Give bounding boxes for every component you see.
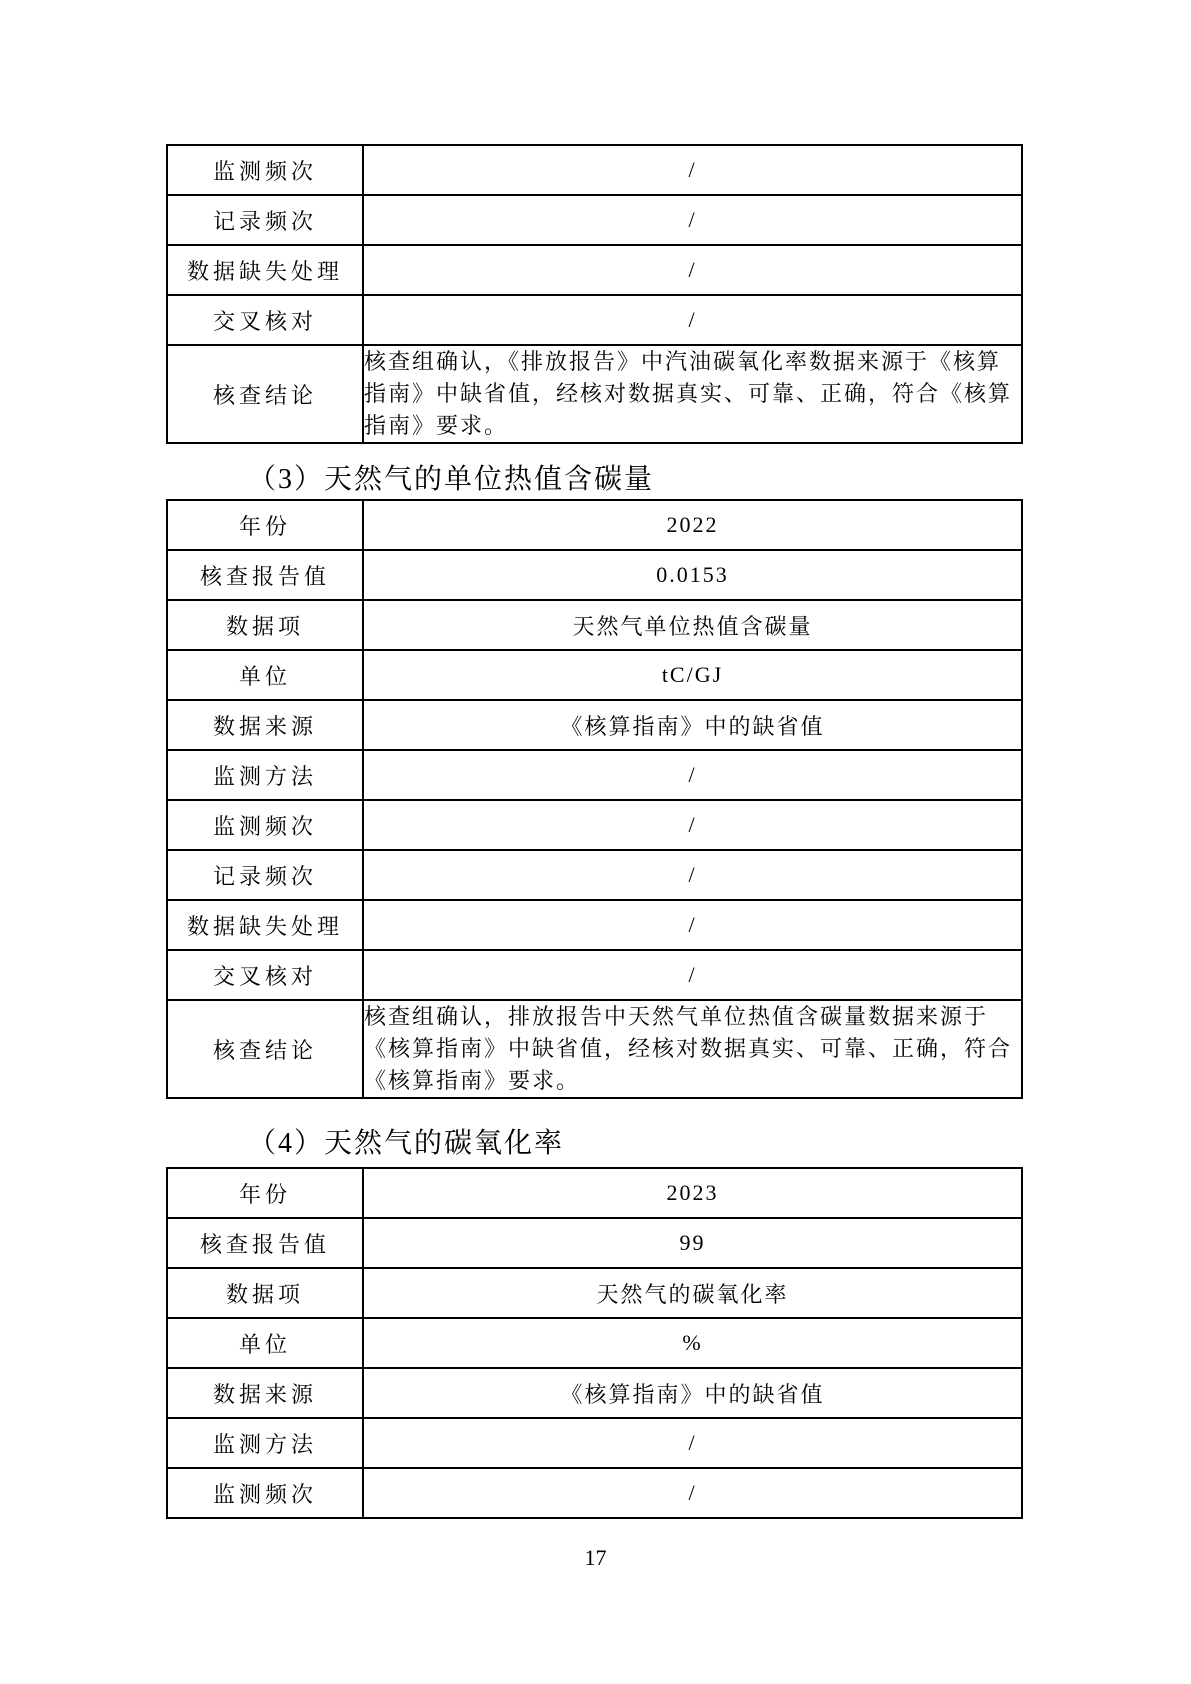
row-value: 99 — [363, 1218, 1022, 1268]
conclusion-line: 指南》中缺省值，经核对数据真实、可靠、正确，符合《核算 — [364, 381, 1013, 406]
row-value: 2023 — [363, 1168, 1022, 1218]
table-row — [167, 600, 1022, 650]
table-row — [167, 145, 1022, 195]
row-label: 监测频次 — [167, 800, 363, 850]
table-row — [167, 1318, 1022, 1368]
verification-table-natural-gas-oxidation-rate — [166, 1167, 1023, 1519]
conclusion-line: 核查组确认，排放报告中天然气单位热值含碳量数据来源于 — [364, 1004, 989, 1029]
row-value: / — [363, 850, 1022, 900]
table-row — [167, 195, 1022, 245]
page-number: 17 — [584, 1545, 607, 1570]
table-row — [167, 1418, 1022, 1468]
table-row — [167, 1468, 1022, 1518]
row-value: 天然气单位热值含碳量 — [363, 600, 1022, 650]
table-row — [167, 1368, 1022, 1418]
table-row — [167, 700, 1022, 750]
conclusion-line: 《核算指南》中缺省值，经核对数据真实、可靠、正确，符合 — [364, 1036, 1013, 1061]
row-label: 数据缺失处理 — [167, 900, 363, 950]
table-row — [167, 245, 1022, 295]
conclusion-text — [363, 1000, 1022, 1098]
row-label: 交叉核对 — [167, 950, 363, 1000]
row-label: 交叉核对 — [167, 295, 363, 345]
table-row-conclusion — [167, 1000, 1022, 1098]
table-row — [167, 750, 1022, 800]
row-value: / — [363, 145, 1022, 195]
row-label: 记录频次 — [167, 195, 363, 245]
row-label: 监测方法 — [167, 750, 363, 800]
row-label: 数据项 — [167, 1268, 363, 1318]
table-row — [167, 650, 1022, 700]
table-row — [167, 850, 1022, 900]
row-value: / — [363, 950, 1022, 1000]
row-value: / — [363, 750, 1022, 800]
table-row — [167, 1218, 1022, 1268]
row-label: 单位 — [167, 1318, 363, 1368]
row-label: 监测频次 — [167, 145, 363, 195]
row-value: / — [363, 295, 1022, 345]
row-label: 数据来源 — [167, 700, 363, 750]
row-label: 数据项 — [167, 600, 363, 650]
table-row — [167, 500, 1022, 550]
table-row — [167, 550, 1022, 600]
row-value: 0.0153 — [363, 550, 1022, 600]
table-row — [167, 900, 1022, 950]
row-value: / — [363, 900, 1022, 950]
section-heading-3: （3）天然气的单位热值含碳量 — [248, 464, 655, 495]
row-label: 核查结论 — [167, 1000, 363, 1098]
table-row — [167, 295, 1022, 345]
row-value: 天然气的碳氧化率 — [363, 1268, 1022, 1318]
row-label: 数据来源 — [167, 1368, 363, 1418]
row-value: / — [363, 245, 1022, 295]
row-label: 监测方法 — [167, 1418, 363, 1468]
row-label: 记录频次 — [167, 850, 363, 900]
section-heading-4: （4）天然气的碳氧化率 — [248, 1128, 565, 1159]
row-label: 核查报告值 — [167, 550, 363, 600]
table-row-conclusion — [167, 345, 1022, 443]
row-value: 《核算指南》中的缺省值 — [363, 700, 1022, 750]
row-value: / — [363, 1468, 1022, 1518]
row-label: 年份 — [167, 500, 363, 550]
table-row — [167, 950, 1022, 1000]
row-value: 《核算指南》中的缺省值 — [363, 1368, 1022, 1418]
row-value: % — [363, 1318, 1022, 1368]
row-label: 数据缺失处理 — [167, 245, 363, 295]
row-label: 核查结论 — [167, 345, 363, 443]
row-label: 核查报告值 — [167, 1218, 363, 1268]
row-label: 年份 — [167, 1168, 363, 1218]
row-value: / — [363, 1418, 1022, 1468]
table-row — [167, 800, 1022, 850]
conclusion-line: 《核算指南》要求。 — [364, 1068, 581, 1093]
row-value: tC/GJ — [363, 650, 1022, 700]
conclusion-line: 核查组确认，《排放报告》中汽油碳氧化率数据来源于《核算 — [364, 349, 1002, 374]
verification-table-natural-gas-carbon-content — [166, 499, 1023, 1099]
conclusion-line: 指南》要求。 — [364, 413, 509, 438]
verification-table-gasoline-partial — [166, 144, 1023, 444]
table-row — [167, 1268, 1022, 1318]
row-label: 单位 — [167, 650, 363, 700]
table-row — [167, 1168, 1022, 1218]
row-label: 监测频次 — [167, 1468, 363, 1518]
conclusion-text — [363, 345, 1022, 443]
row-value: 2022 — [363, 500, 1022, 550]
row-value: / — [363, 195, 1022, 245]
row-value: / — [363, 800, 1022, 850]
